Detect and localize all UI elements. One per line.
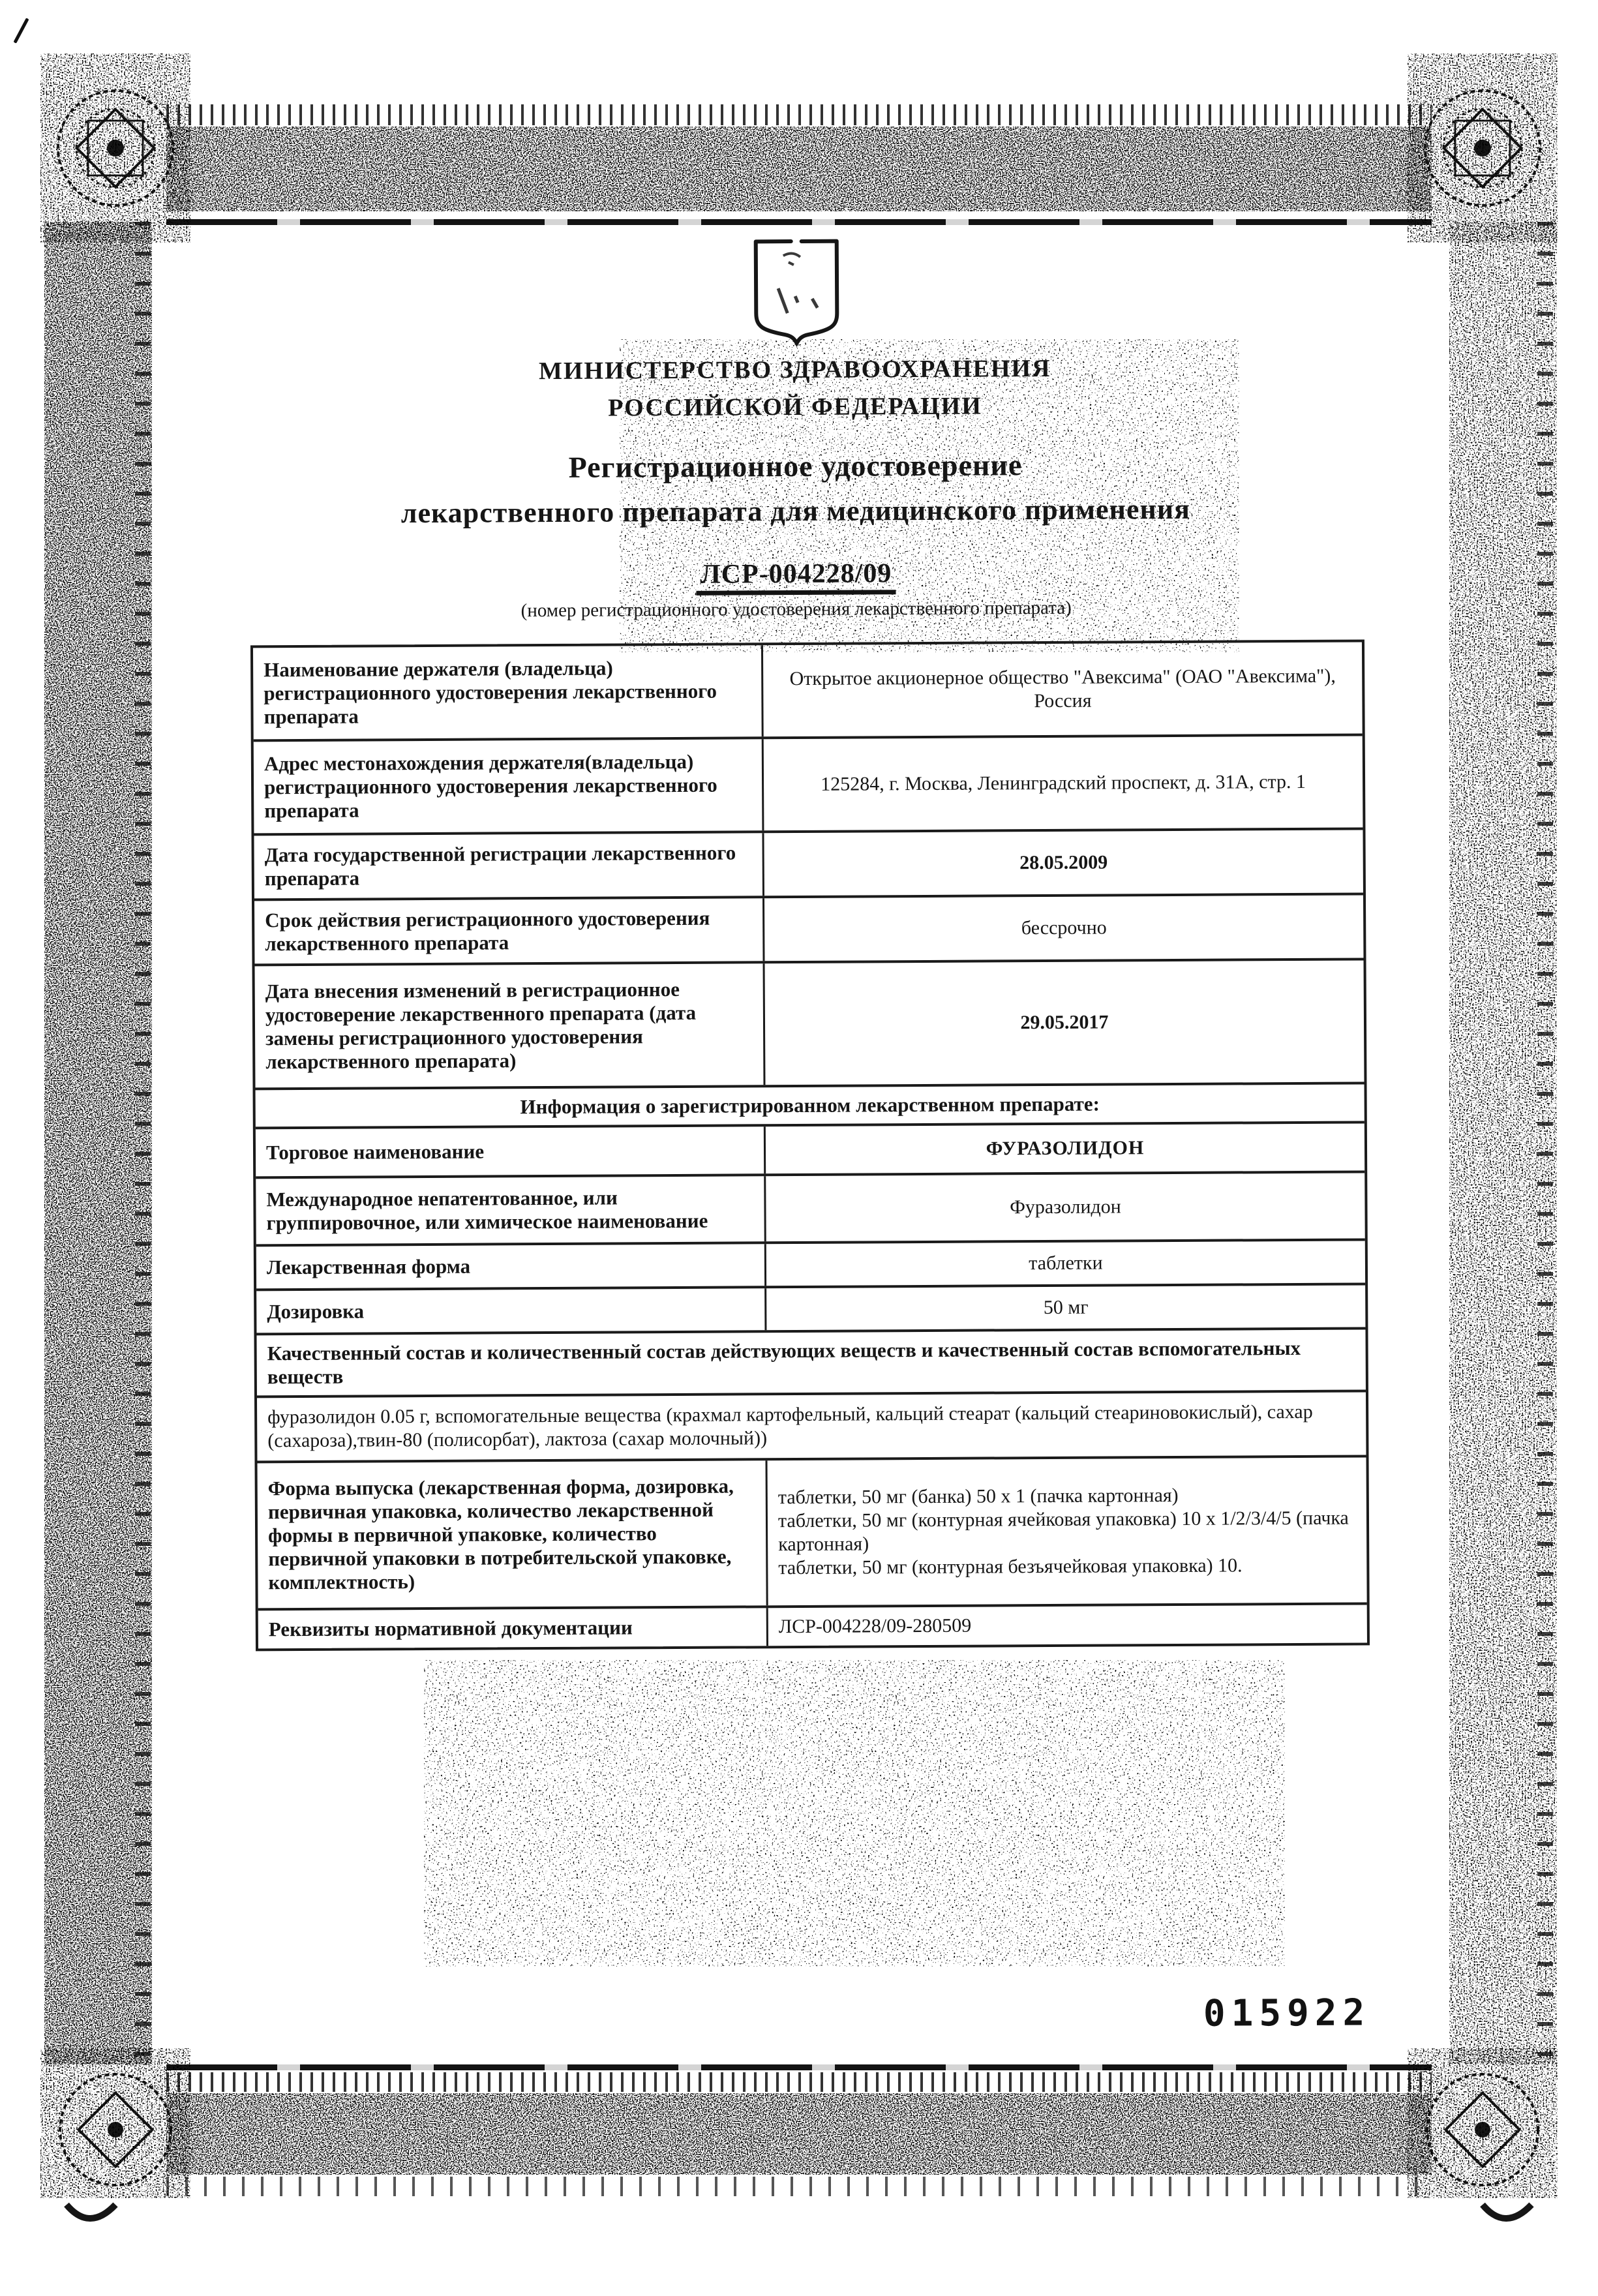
row-label: Лекарственная форма xyxy=(256,1244,766,1288)
row-label: Дата государственной регистрации лекарственного препарата xyxy=(254,833,764,898)
value-line: таблетки, 50 мг (контурная ячейковая упаковка) 10 х 1/2/3/4/5 (пачка картонная) xyxy=(777,1507,1349,1556)
table-full-row xyxy=(257,1392,1366,1463)
row-label: Адрес местонахождения держателя(владельца) регистрационного удостоверения лекарственного препарата xyxy=(254,739,764,833)
row-value: Фуразолидон xyxy=(1010,1196,1121,1218)
row-label: Торговое наименование xyxy=(256,1126,766,1176)
table-row xyxy=(254,830,1363,901)
row-value: 50 мг xyxy=(1043,1296,1089,1319)
row-value: 125284, г. Москва, Ленинградский проспект, д. 31А, стр. 1 xyxy=(821,770,1306,795)
row-value: таблетки xyxy=(1029,1252,1103,1275)
section-title: Информация о зарегистрированном лекарственном препарате: xyxy=(520,1092,1100,1119)
value-line: таблетки, 50 мг (контурная безъячейковая упаковка) 10. xyxy=(778,1554,1243,1579)
table-row xyxy=(254,736,1363,836)
table-row xyxy=(256,1241,1365,1291)
table-row xyxy=(258,1605,1367,1648)
row-label: Срок действия регистрационного удостоверения лекарственного препарата xyxy=(254,898,764,963)
table-row xyxy=(256,1173,1365,1246)
row-label: Дата внесения изменений в регистрационное удостоверение лекарственного препарата (дата замены регистрационного удостоверения лекарственного препарата) xyxy=(255,963,766,1087)
table-row xyxy=(254,895,1364,966)
table-row xyxy=(258,1457,1367,1610)
row-label: Международное непатентованное, или группировочное, или химическое наименование xyxy=(256,1176,766,1244)
registration-number xyxy=(160,555,1432,593)
registration-number-text: ЛСР-004228/09 xyxy=(696,558,896,596)
row-label: Наименование держателя (владельца) регистрационного удостоверения лекарственного препарата xyxy=(253,645,764,739)
table-section-row xyxy=(256,1084,1364,1129)
coat-of-arms-icon xyxy=(749,236,844,348)
value-line: таблетки, 50 мг (банка) 50 х 1 (пачка картонная) xyxy=(777,1484,1179,1509)
registration-table xyxy=(250,639,1370,1651)
registration-number-caption: (номер регистрационного удостоверения лекарственного препарата) xyxy=(520,597,1072,622)
table-row xyxy=(256,1123,1364,1179)
row-text: фуразолидон 0.05 г, вспомогательные вещества (крахмал картофельный, кальций стеарат (кальций стеариновокислый), сахар (сахароза),твин-80 (полисорбат), лактоза (сахар молочный)) xyxy=(267,1400,1313,1452)
row-value: 29.05.2017 xyxy=(1020,1011,1109,1034)
table-row xyxy=(255,960,1364,1090)
serial-number-stamp: 015922 xyxy=(1203,1991,1371,2035)
ministry-name-line1: МИНИСТЕРСТВО ЗДРАВООХРАНЕНИЯ xyxy=(538,354,1051,385)
row-value: 28.05.2009 xyxy=(1019,851,1108,874)
row-value: Открытое акционерное общество "Авексима" (ОАО "Авексима"), Россия xyxy=(789,665,1336,712)
row-label: Качественный состав и количественный состав действующих веществ и качественный состав вспомогательных веществ xyxy=(267,1336,1301,1389)
row-value: бессрочно xyxy=(1021,916,1107,939)
table-row xyxy=(256,1285,1365,1335)
row-label: Форма выпуска (лекарственная форма, дозировка, первичная упаковка, количество лекарственной формы в первичной упаковке, количество первичной упаковки в потребительской упаковке, комплектность) xyxy=(258,1460,768,1608)
row-value xyxy=(768,1457,1367,1605)
table-row xyxy=(253,642,1363,742)
row-label: Дозировка xyxy=(256,1288,766,1333)
document-title-line1: Регистрационное удостоверение xyxy=(568,448,1023,484)
table-full-row xyxy=(256,1329,1365,1398)
row-value: ФУРАЗОЛИДОН xyxy=(986,1137,1145,1160)
document-title-line2: лекарственного препарата для медицинского применения xyxy=(400,492,1191,530)
ministry-name-line2: РОССИЙСКОЙ ФЕДЕРАЦИИ xyxy=(608,392,982,422)
row-value: ЛСР-004228/09-280509 xyxy=(778,1614,972,1638)
row-label: Реквизиты нормативной документации xyxy=(258,1608,768,1648)
